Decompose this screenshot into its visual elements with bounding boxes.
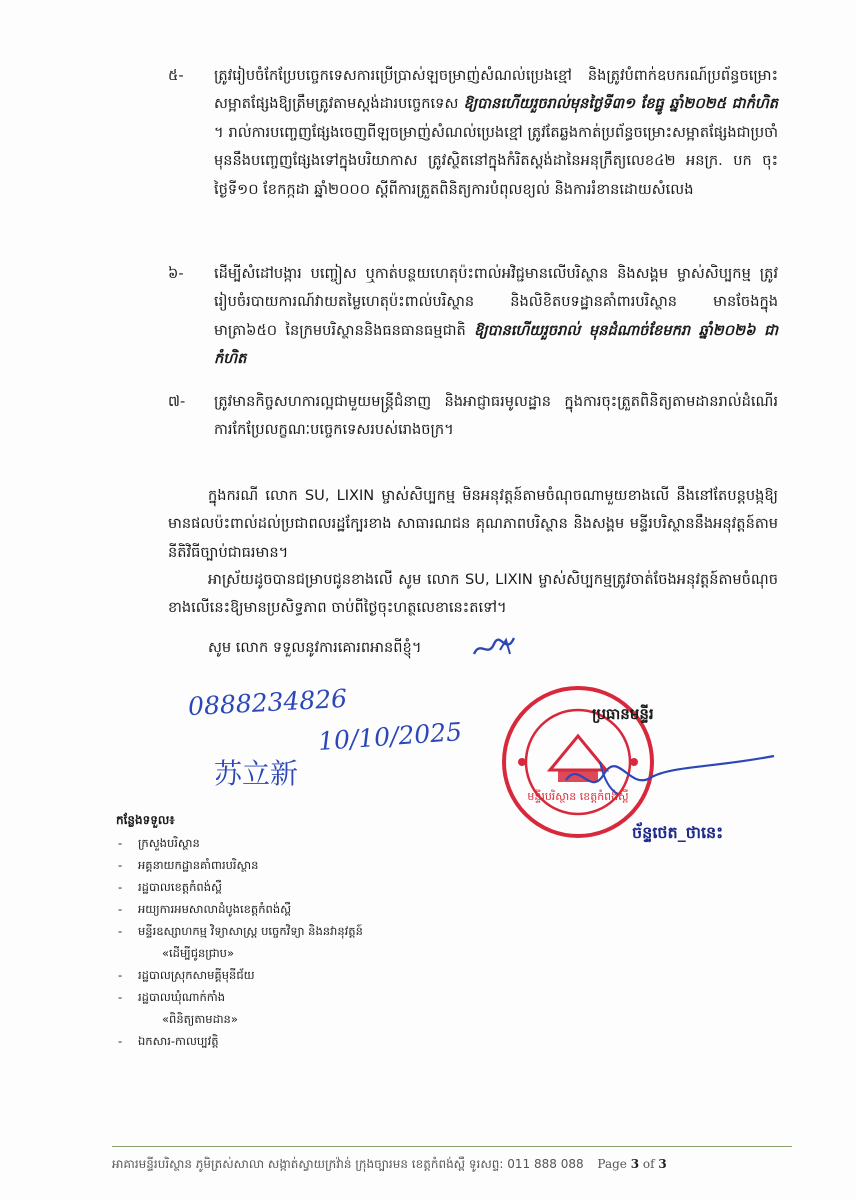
footer-rule [112,1146,792,1147]
warning-paragraph: ក្នុងករណី លោក SU, LIXIN ម្ចាស់សិប្បកម្ម មិនអនុវត្តន៍តាមចំណុចណាមួយខាងលើ នឹងនៅតែបន្តបង្កឱ្យមានផលប៉ះពាល់ដល់ប្រជាពលរដ្ឋក្បែរខាង សាធារណជន គុណភាពបរិស្ថាន និងសង្គម មន្ទីរបរិស្ថាននឹងអនុវត្តន៍តាមនីតិវិធីច្បាប់ជាធរមាន។ [168,487,778,561]
footer-address: អាគារមន្ទីរបរិស្ថាន ភូមិត្រស់សាលា សង្កាត់ស្វាយក្រវ៉ាន់ ក្រុងច្បារមន ខេត្តកំពង់ស្ពឺ ទូរសព្ទ: 011 888 088 [112,1157,584,1171]
page-number: Page 3 of 3 [597,1157,667,1171]
recipient-note: «ពិនិត្យតាមដាន» [162,1012,238,1026]
clause-number: ៧- [168,393,186,410]
recipient-note: «ដើម្បីជូនជ្រាប» [162,946,235,960]
clause-number: ៦- [168,265,184,282]
signer-name: ច័ន្ទថេត_ថានេះ [632,823,724,842]
recipients-title: កន្លែងទទួល៖ [116,813,175,827]
recipient-item: - ឯកសារ-កាលប្បវត្តិ [116,1030,446,1052]
page-footer [112,1156,792,1174]
clause-text: ដើម្បីសំដៅបង្ការ បញ្ចៀស ឬកាត់បន្ថយហេតុប៉ះពាល់អវិជ្ជមានលើបរិស្ថាន និងសង្គម ម្ចាស់សិប្បកម្ម ត្រូវរៀបចំរបាយការណ៍វាយតម្លៃហេតុប៉ះពាល់បរិស្ថាន និងលិខិតបទដ្ឋានគាំពារបរិស្ថាន មានចែងក្នុងមាត្រា៦៥០ នៃក្រមបរិស្ថាននិងធនធានធម្មជាតិ ឱ្យបានហើយរួចរាល់ មុនដំណាច់ខែមករា ឆ្នាំ២០២៦ ជាកំហិត [214,265,778,368]
clause-item-6 [168,260,778,374]
recipient-item: - អយ្យការអមសាលាដំបូងខេត្តកំពង់ស្ពឺ [116,898,446,920]
recipient-item: - រដ្ឋបាលខេត្តកំពង់ស្ពឺ [116,876,446,898]
courtesy-line: សូម លោក ទទួលនូវការគោរពអានពីខ្ញុំ។ [208,639,422,656]
handwritten-date: 10/10/2025 [317,717,463,756]
handwritten-phone: 0888234826 [187,683,348,722]
signature-scribble-icon [560,750,780,810]
stamp-text: មន្ទីរបរិស្ថាន ខេត្តកំពង់ស្ពឺ [527,790,629,803]
closing-paragraph: អាស្រ័យដូចបានជម្រាបជូនខាងលើ សូម លោក SU, LIXIN ម្ចាស់សិប្បកម្មត្រូវចាត់ចែងអនុវត្តន៍តាមចំណុចខាងលើនេះឱ្យមានប្រសិទ្ធភាព ចាប់ពីថ្ងៃចុះហត្ថលេខានេះតទៅ។ [168,571,778,617]
deadline-emphasis: ឱ្យបានហើយរួចរាល់ មុនដំណាច់ខែមករា ឆ្នាំ២០២៦ ជាកំហិត [214,321,778,368]
clause-number: ៥- [168,67,184,84]
recipient-item: - រដ្ឋបាលស្រុកសាមគ្គីមុនីជ័យ [116,964,446,986]
recipient-item: - ក្រសួងបរិស្ថាន [116,832,446,854]
recipient-item: - មន្ទីរឧស្សាហកម្ម វិទ្យាសាស្ត្រ បច្ចេកវិទ្យា និងនវានុវត្តន៍ [116,920,446,942]
recipients-list [116,832,446,1052]
handwritten-name: 苏立新 [214,757,299,790]
recipient-item: - អគ្គនាយកដ្ឋានគាំពារបរិស្ថាន [116,854,446,876]
clause-text: ត្រូវរៀបចំកែប្រែបច្ចេកទេសការប្រើប្រាស់ឡចម្រាញ់សំណល់ប្រេងខ្មៅ និងត្រូវបំពាក់ឧបករណ៍ប្រព័ន្ធចម្រោះសម្អាតផ្សែងឱ្យត្រឹមត្រូវតាមស្តង់ដារបច្ចេកទេស ឱ្យបានហើយរួចរាល់មុនថ្ងៃទី៣១ ខែធ្នូ ឆ្នាំ២០២៥ ជាកំហិត ។ រាល់ការបញ្ចេញផ្សែងចេញពីឡចម្រាញ់សំណល់ប្រេងខ្មៅ ត្រូវតែឆ្លងកាត់ប្រព័ន្ធចម្រោះសម្អាតផ្សែងជាប្រចាំ មុននឹងបញ្ចេញផ្សែងទៅក្នុងបរិយាកាស ត្រូវស្ថិតនៅក្នុងកំរិតស្តង់ដានៃអនុក្រឹត្យលេខ៤២ អនក្រ. បក ចុះថ្ងៃទី១០ ខែកក្កដា ឆ្នាំ២០០០ ស្តីពីការត្រួតពិនិត្យការបំពុលខ្យល់ និងការរំខានដោយសំលេង [214,67,778,198]
clause-item-5 [168,62,778,204]
initials-scribble-icon [470,632,520,662]
clause-item-7 [168,388,778,445]
deadline-emphasis: ឱ្យបានហើយរួចរាល់មុនថ្ងៃទី៣១ ខែធ្នូ ឆ្នាំ២០២៥ ជាកំហិត [463,95,778,113]
signer-title: ប្រធានមន្ទីរ [592,705,654,723]
recipient-item: - រដ្ឋបាលឃុំណាក់កាំង [116,986,446,1008]
clause-text: ត្រូវមានកិច្ចសហការល្អជាមួយមន្ត្រីជំនាញ និងអាជ្ញាធរមូលដ្ឋាន ក្នុងការចុះត្រួតពិនិត្យតាមដានរាល់ដំណើរការកែប្រែលក្ខណៈបច្ចេកទេសរបស់រោងចក្រ។ [214,393,778,439]
